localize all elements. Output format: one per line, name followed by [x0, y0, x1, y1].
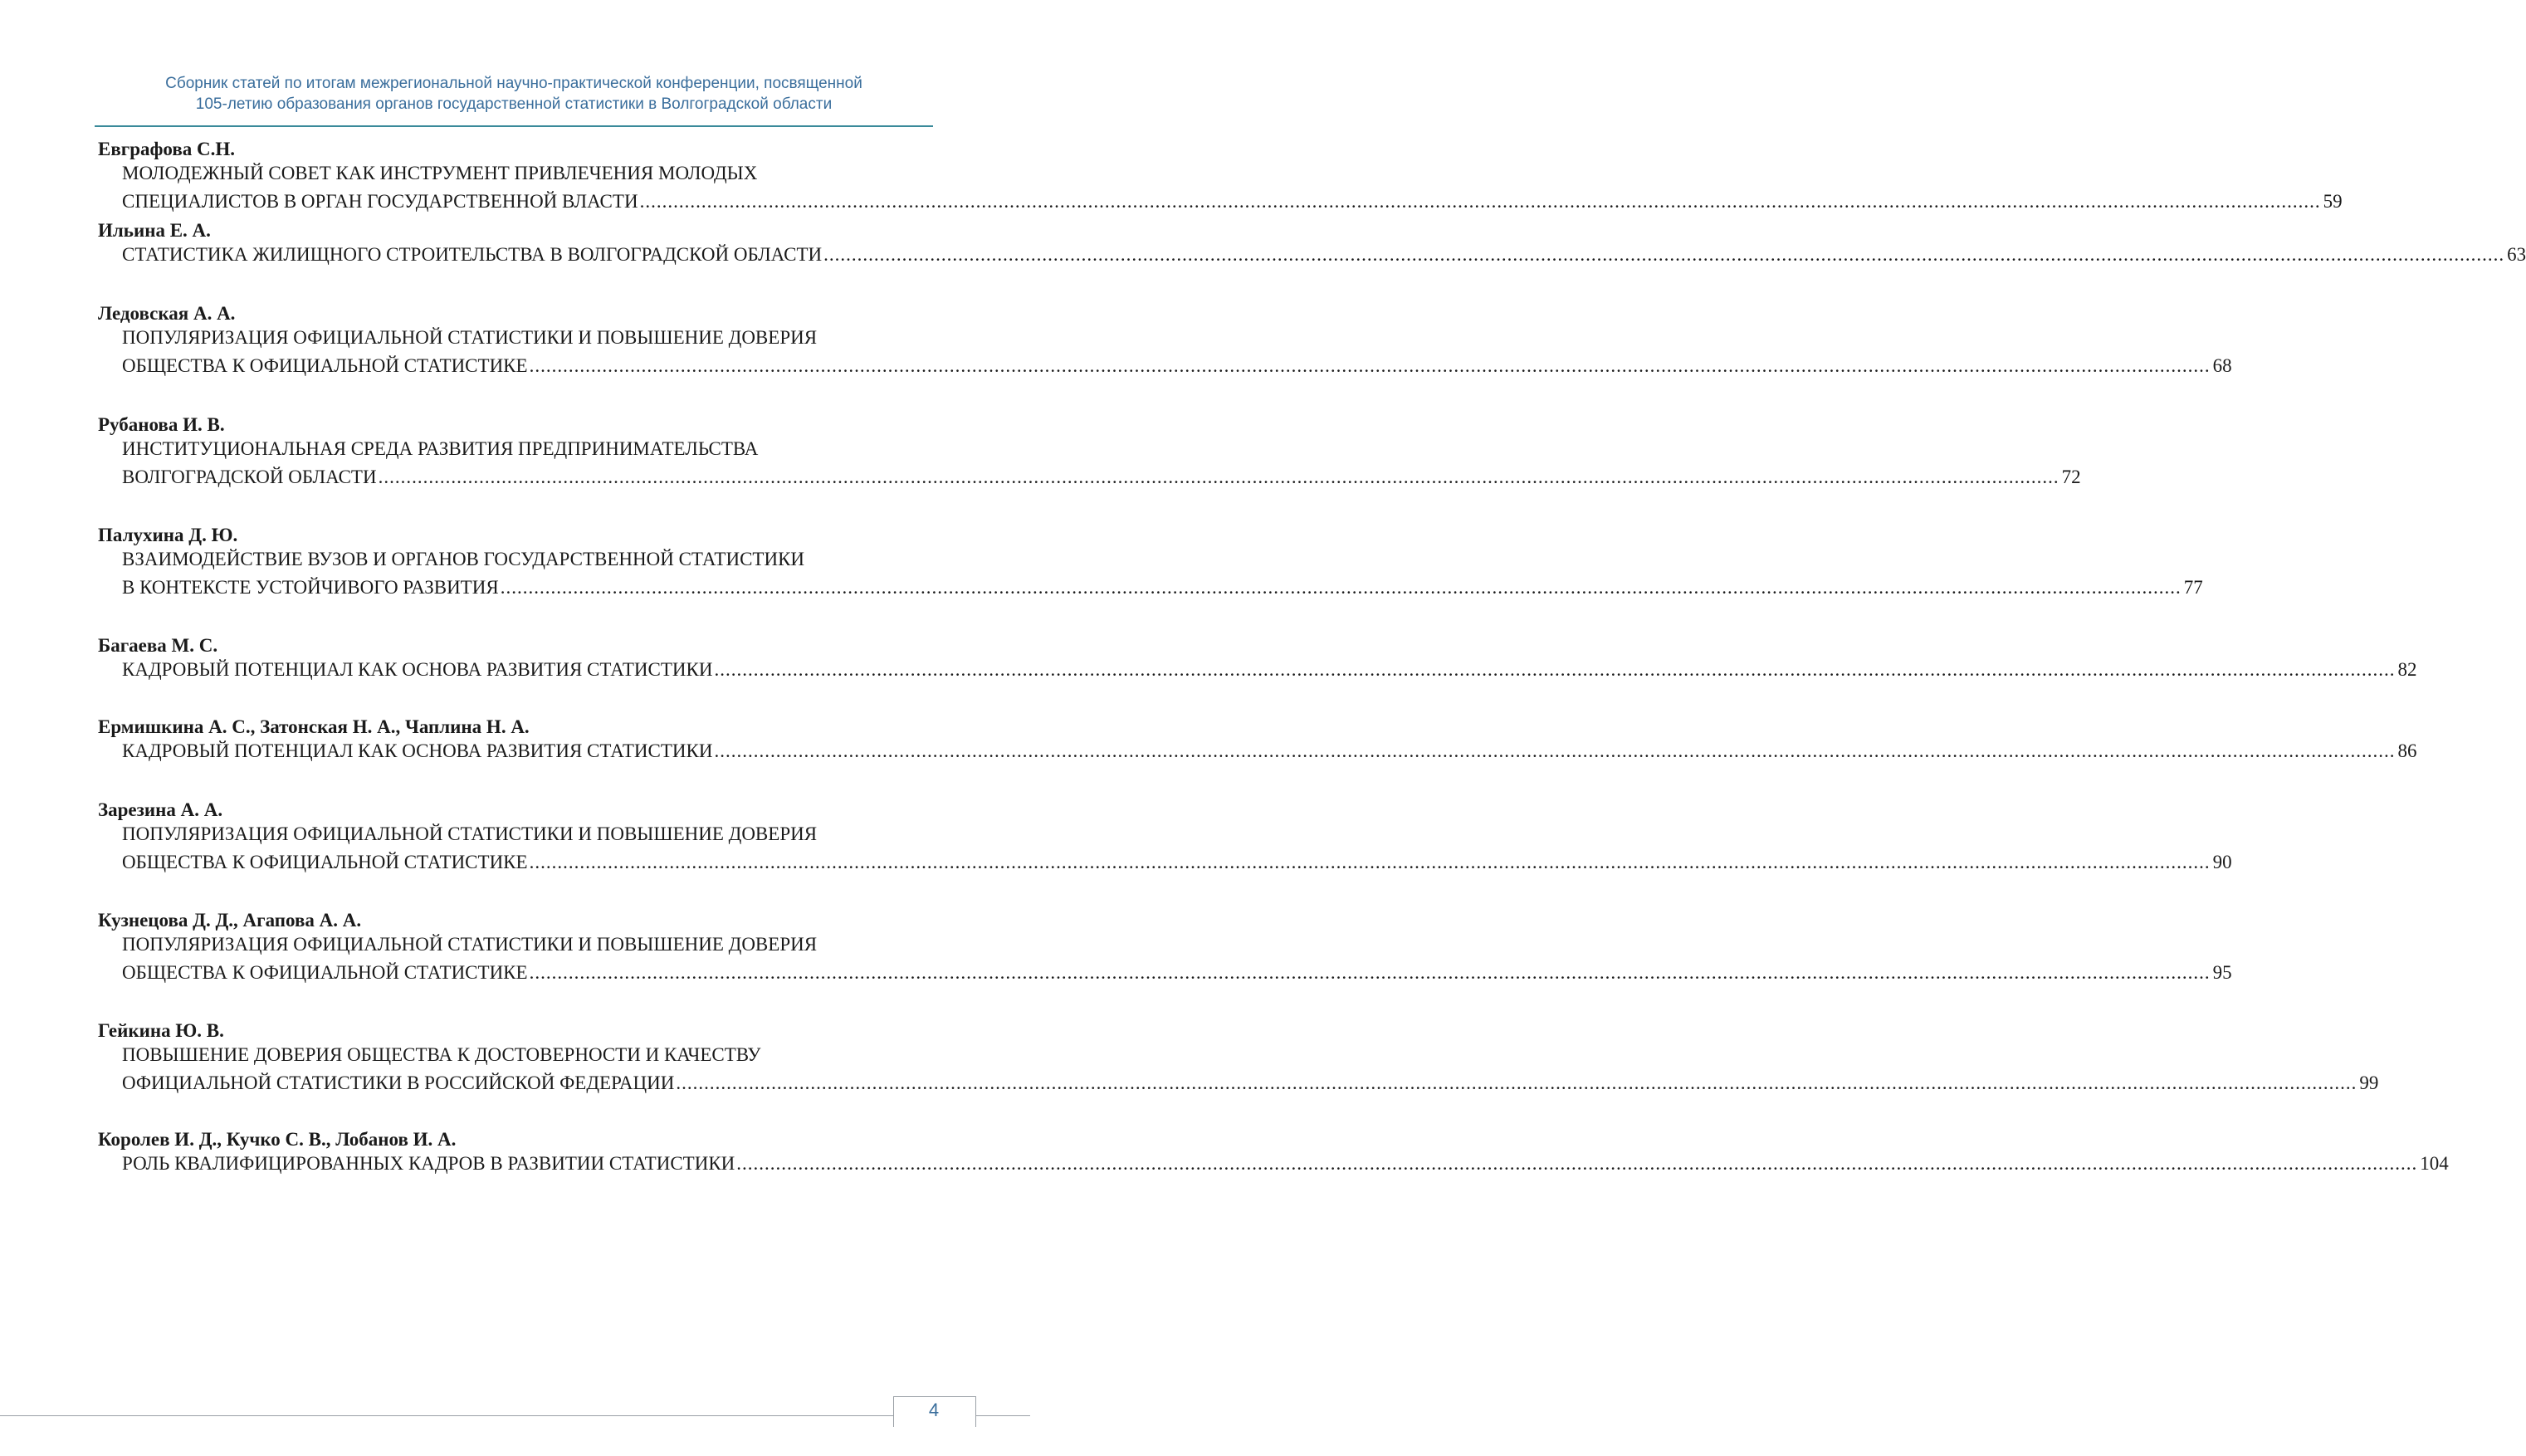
toc-entry-title-line — [122, 466, 2081, 489]
toc-entry-page-number: 95 — [2212, 962, 2232, 983]
dot-leader: ............................................................................................................................................................................................................................................................................................................ — [823, 244, 2505, 265]
toc-entry-authors: Кузнецова Д. Д., Агапова А. А. — [98, 910, 362, 931]
toc-entry-authors: Рубанова И. В. — [98, 414, 225, 435]
toc-entry-title-text: ОФИЦИАЛЬНОЙ СТАТИСТИКИ В РОССИЙСКОЙ ФЕДЕРАЦИИ — [122, 1072, 675, 1093]
dot-leader: ............................................................................................................................................................................................................................................................................................................ — [714, 740, 2396, 761]
toc-entry-title-line — [122, 354, 2232, 378]
toc-entry-authors: Ильина Е. А. — [98, 220, 211, 241]
toc-entry-title-line — [122, 851, 2232, 874]
toc-entry-title-line — [122, 658, 2417, 682]
dot-leader: ............................................................................................................................................................................................................................................................................................................ — [714, 659, 2396, 680]
footer-divider-left — [0, 1415, 893, 1416]
toc-entry-page-number: 90 — [2212, 852, 2232, 872]
toc-entry-authors: Евграфова С.Н. — [98, 139, 236, 159]
toc-entry-authors: Зарезина А. А. — [98, 799, 223, 820]
toc-entry-title-line: ВЗАИМОДЕЙСТВИЕ ВУЗОВ И ОРГАНОВ ГОСУДАРСТВЕННОЙ СТАТИСТИКИ — [122, 549, 805, 569]
page-number: 4 — [928, 1400, 940, 1420]
dot-leader: ............................................................................................................................................................................................................................................................................................................ — [500, 577, 2182, 598]
toc-entry-title-text: ОБЩЕСТВА К ОФИЦИАЛЬНОЙ СТАТИСТИКЕ — [122, 962, 528, 983]
toc-entry-title-line — [122, 190, 2343, 213]
toc-entry-title-text: ОБЩЕСТВА К ОФИЦИАЛЬНОЙ СТАТИСТИКЕ — [122, 355, 528, 376]
toc-entry-title-line: МОЛОДЕЖНЫЙ СОВЕТ КАК ИНСТРУМЕНТ ПРИВЛЕЧЕНИЯ МОЛОДЫХ — [122, 163, 758, 183]
toc-entry-title-line — [122, 740, 2417, 763]
toc-entry-title-text: РОЛЬ КВАЛИФИЦИРОВАННЫХ КАДРОВ В РАЗВИТИИ СТАТИСТИКИ — [122, 1153, 735, 1174]
toc-entry-authors: Гейкина Ю. В. — [98, 1020, 224, 1041]
toc-entry-title-line: ПОПУЛЯРИЗАЦИЯ ОФИЦИАЛЬНОЙ СТАТИСТИКИ И ПОВЫШЕНИЕ ДОВЕРИЯ — [122, 327, 818, 348]
toc-entry-title-text: КАДРОВЫЙ ПОТЕНЦИАЛ КАК ОСНОВА РАЗВИТИЯ СТАТИСТИКИ — [122, 659, 713, 680]
toc-entry-authors: Королев И. Д., Кучко С. В., Лобанов И. А. — [98, 1129, 457, 1150]
dot-leader: ............................................................................................................................................................................................................................................................................................................ — [639, 191, 2321, 212]
toc-entry-title-line — [122, 1152, 2449, 1175]
toc-entry-authors: Ледовская А. А. — [98, 303, 236, 324]
dot-leader: ............................................................................................................................................................................................................................................................................................................ — [736, 1153, 2418, 1174]
toc-entry-page-number: 104 — [2420, 1153, 2449, 1174]
toc-entry-authors: Багаева М. С. — [98, 635, 218, 656]
toc-entry-title-text: КАДРОВЫЙ ПОТЕНЦИАЛ КАК ОСНОВА РАЗВИТИЯ СТАТИСТИКИ — [122, 740, 713, 761]
dot-leader: ............................................................................................................................................................................................................................................................................................................ — [529, 962, 2211, 983]
toc-entry-title-text: СПЕЦИАЛИСТОВ В ОРГАН ГОСУДАРСТВЕННОЙ ВЛАСТИ — [122, 191, 638, 212]
toc-entry-title-line — [122, 1072, 2379, 1095]
toc-entry-page-number: 77 — [2183, 577, 2203, 598]
toc-entry-title-line — [122, 961, 2232, 985]
toc-entry-page-number: 82 — [2397, 659, 2417, 680]
toc-entry-page-number: 63 — [2507, 244, 2526, 265]
toc-entry-page-number: 86 — [2397, 740, 2417, 761]
running-header-line-2: 105-летию образования органов государственной статистики в Волгоградской области — [195, 95, 833, 113]
toc-entry-page-number: 72 — [2061, 467, 2081, 487]
running-header-line-1: Сборник статей по итогам межрегиональной научно-практической конференции, посвященной — [165, 75, 862, 92]
toc-entry-page-number: 68 — [2212, 355, 2232, 376]
toc-entry-page-number: 59 — [2323, 191, 2343, 212]
toc-entry-title-line: ПОВЫШЕНИЕ ДОВЕРИЯ ОБЩЕСТВА К ДОСТОВЕРНОСТИ И КАЧЕСТВУ — [122, 1044, 761, 1065]
dot-leader: ............................................................................................................................................................................................................................................................................................................ — [529, 852, 2211, 872]
toc-entry-title-text: В КОНТЕКСТЕ УСТОЙЧИВОГО РАЗВИТИЯ — [122, 577, 499, 598]
dot-leader: ............................................................................................................................................................................................................................................................................................................ — [378, 467, 2059, 487]
toc-entry-title-text: ОБЩЕСТВА К ОФИЦИАЛЬНОЙ СТАТИСТИКЕ — [122, 852, 528, 872]
toc-entry-title-text: СТАТИСТИКА ЖИЛИЩНОГО СТРОИТЕЛЬСТВА В ВОЛГОГРАДСКОЙ ОБЛАСТИ — [122, 244, 823, 265]
toc-entry-page-number: 99 — [2359, 1072, 2379, 1093]
dot-leader: ............................................................................................................................................................................................................................................................................................................ — [529, 355, 2211, 376]
footer-divider-right — [975, 1415, 1030, 1416]
toc-entry-title-line — [122, 243, 2526, 266]
toc-entry-title-text: ВОЛГОГРАДСКОЙ ОБЛАСТИ — [122, 467, 377, 487]
dot-leader: ............................................................................................................................................................................................................................................................................................................ — [676, 1072, 2357, 1093]
toc-entry-title-line: ПОПУЛЯРИЗАЦИЯ ОФИЦИАЛЬНОЙ СТАТИСТИКИ И ПОВЫШЕНИЕ ДОВЕРИЯ — [122, 934, 818, 955]
toc-entry-authors: Ермишкина А. С., Затонская Н. А., Чаплина Н. А. — [98, 716, 530, 737]
toc-entry-title-line — [122, 576, 2203, 599]
toc-entry-authors: Палухина Д. Ю. — [98, 525, 238, 545]
toc-entry-title-line: ПОПУЛЯРИЗАЦИЯ ОФИЦИАЛЬНОЙ СТАТИСТИКИ И ПОВЫШЕНИЕ ДОВЕРИЯ — [122, 823, 818, 844]
toc-entry-title-line: ИНСТИТУЦИОНАЛЬНАЯ СРЕДА РАЗВИТИЯ ПРЕДПРИНИМАТЕЛЬСТВА — [122, 438, 759, 459]
